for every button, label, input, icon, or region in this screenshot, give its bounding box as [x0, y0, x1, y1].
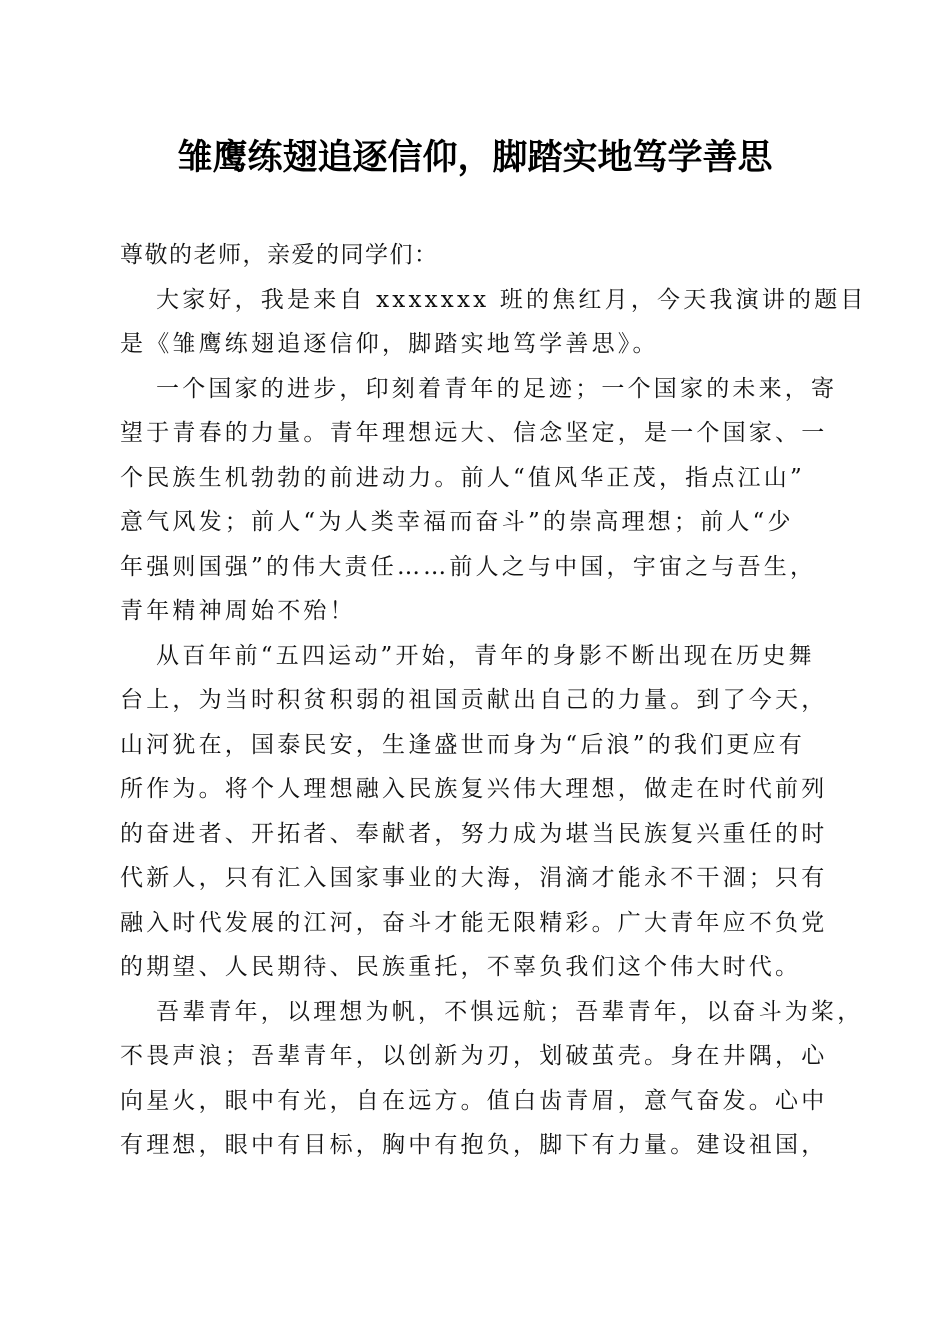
paragraph-line: 吾辈青年，以理想为帆，不惧远航；吾辈青年，以奋斗为桨， — [156, 998, 864, 1025]
paragraph-line: 年强则国强”的伟大责任……前人之与中国，宇宙之与吾生， — [120, 553, 817, 580]
paragraph-line: 青年精神周始不殆！ — [120, 598, 356, 624]
paragraph-line: 代新人，只有汇入国家事业的大海，涓滴才能永不干涸；只有 — [120, 865, 828, 891]
paragraph-2 — [120, 367, 840, 634]
paragraph-line: 有理想，眼中有目标，胸中有抱负，脚下有力量。建设祖国， — [120, 1132, 828, 1158]
paragraph-line: 是《雏鹰练翅追逐信仰，脚踏实地笃学善思》。 — [120, 331, 659, 357]
paragraph-line: 望于青春的力量。青年理想远大、信念坚定，是一个国家、一 — [120, 420, 828, 446]
paragraph-line: 的期望、人民期待、民族重托，不辜负我们这个伟大时代。 — [120, 954, 802, 980]
paragraph-line: 大家好，我是来自 xxxxxxx 班的焦红月，今天我演讲的题目 — [156, 286, 867, 313]
paragraph-line: 意气风发；前人“为人类幸福而奋斗”的崇高理想；前人“少 — [120, 509, 794, 535]
paragraph-line: 融入时代发展的江河，奋斗才能无限精彩。广大青年应不负党 — [120, 909, 828, 936]
salutation-line: 尊敬的老师，亲爱的同学们： — [120, 242, 439, 268]
paragraph-line: 一个国家的进步，印刻着青年的足迹；一个国家的未来，寄 — [156, 375, 838, 402]
paragraph-3 — [120, 634, 840, 990]
document-body — [120, 233, 867, 1168]
paragraph-line: 向星火，眼中有光，自在远方。值白齿青眉，意气奋发。心中 — [120, 1087, 828, 1114]
paragraph-line: 台上，为当时积贫积弱的祖国贡献出自己的力量。到了今天， — [120, 687, 828, 713]
paragraph-1 — [120, 278, 867, 367]
paragraph-4 — [120, 990, 864, 1168]
paragraph-line: 不畏声浪；吾辈青年，以创新为刃，划破茧壳。身在井隅，心 — [120, 1043, 828, 1069]
paragraph-line: 的奋进者、开拓者、奉献者，努力成为堪当民族复兴重任的时 — [120, 820, 828, 847]
paragraph-line: 个民族生机勃勃的前进动力。前人“值风华正茂，指点江山” — [120, 464, 805, 491]
paragraph-line: 山河犹在，国泰民安，生逢盛世而身为“后浪”的我们更应有 — [120, 731, 805, 758]
paragraph-line: 所作为。将个人理想融入民族复兴伟大理想，做走在时代前列 — [120, 776, 828, 802]
document-title: 雏鹰练翅追逐信仰，脚踏实地笃学善思 — [177, 137, 773, 178]
paragraph-line: 从百年前“五四运动”开始，青年的身影不断出现在历史舞 — [156, 642, 815, 669]
